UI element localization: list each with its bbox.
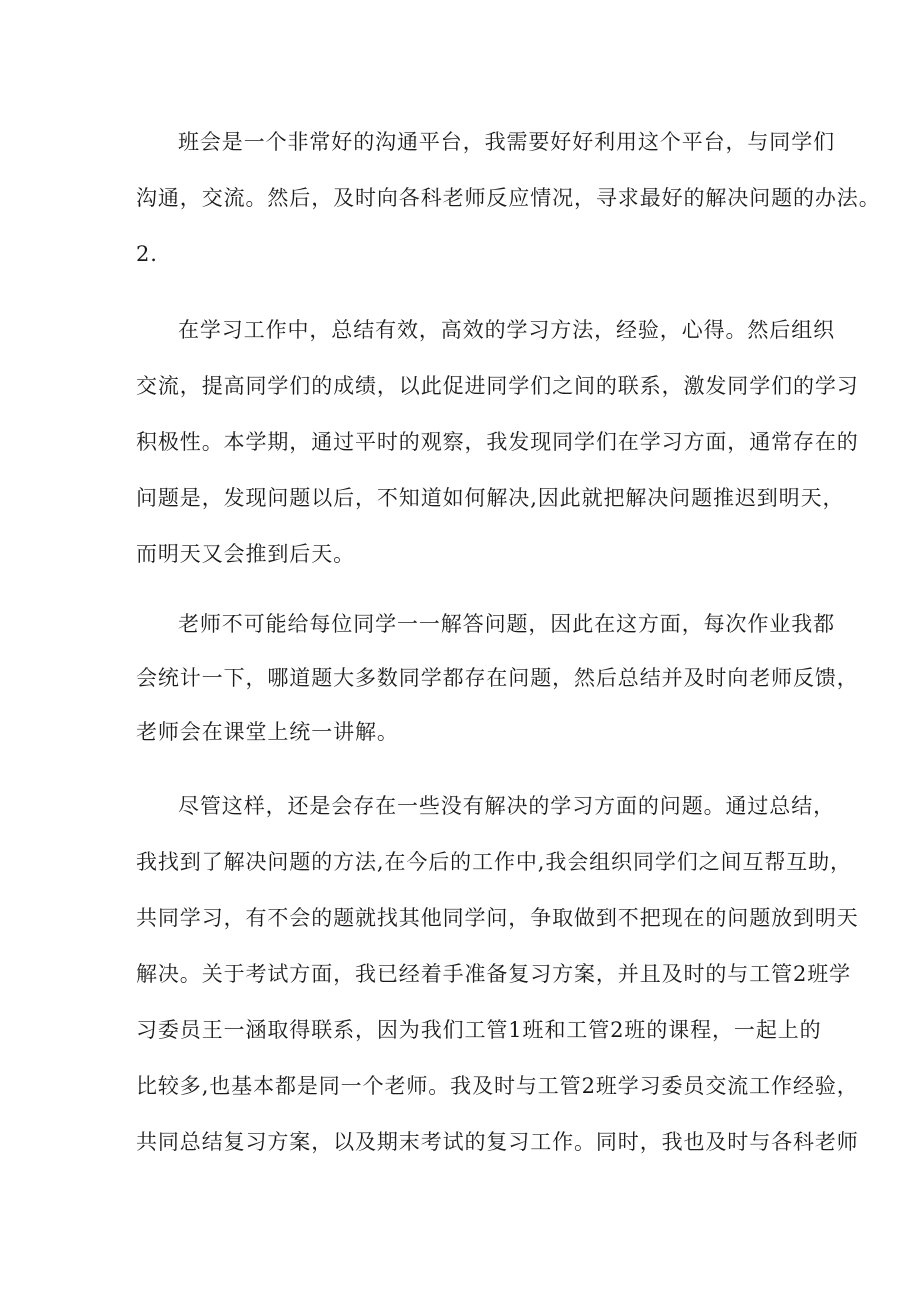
paragraph-3-line-1: 老师不可能给每位同学一一解答问题，因此在这方面，每次作业我都 — [178, 612, 835, 636]
paragraph-1-line-1: 班会是一个非常好的沟通平台，我需要好好利用这个平台，与同学们 — [178, 130, 835, 154]
paragraph-4-line-6: 比较多,也基本都是同一个老师。我及时与工管2班学习委员交流工作经验， — [136, 1074, 859, 1098]
paragraph-4-line-5: 习委员王一涵取得联系，因为我们工管1班和工管2班的课程，一起上的 — [136, 1018, 822, 1042]
paragraph-4-line-3: 共同学习，有不会的题就找其他同学问，争取做到不把现在的问题放到明天 — [136, 906, 859, 930]
paragraph-2-line-4: 问题是，发现问题以后，不知道如何解决,因此就把解决问题推迟到明天， — [136, 486, 845, 510]
paragraph-2-line-2: 交流，提高同学们的成绩，以此促进同学们之间的联系，激发同学们的学习 — [136, 374, 859, 398]
section-number: 2. — [136, 242, 158, 266]
paragraph-2-line-3: 积极性。本学期，通过平时的观察，我发现同学们在学习方面，通常存在的 — [136, 430, 859, 454]
paragraph-2-line-5: 而明天又会推到后天。 — [136, 542, 355, 566]
paragraph-4-line-2: 我找到了解决问题的方法,在今后的工作中,我会组织同学们之间互帮互助， — [136, 850, 852, 874]
paragraph-3-line-3: 老师会在课堂上统一讲解。 — [136, 720, 399, 744]
paragraph-3-line-2: 会统计一下，哪道题大多数同学都存在问题，然后总结并及时向老师反馈， — [136, 666, 859, 690]
paragraph-4-line-4: 解决。关于考试方面，我已经着手准备复习方案，并且及时的与工管2班学 — [136, 962, 852, 986]
paragraph-2-line-1: 在学习工作中，总结有效，高效的学习方法，经验，心得。然后组织 — [178, 318, 835, 342]
paragraph-1-line-2: 沟通，交流。然后，及时向各科老师反应情况，寻求最好的解决问题的办法。 — [136, 186, 881, 210]
paragraph-4-line-7: 共同总结复习方案，以及期末考试的复习工作。同时，我也及时与各科老师 — [136, 1130, 859, 1154]
paragraph-4-line-1: 尽管这样，还是会存在一些没有解决的学习方面的问题。通过总结， — [178, 794, 835, 818]
